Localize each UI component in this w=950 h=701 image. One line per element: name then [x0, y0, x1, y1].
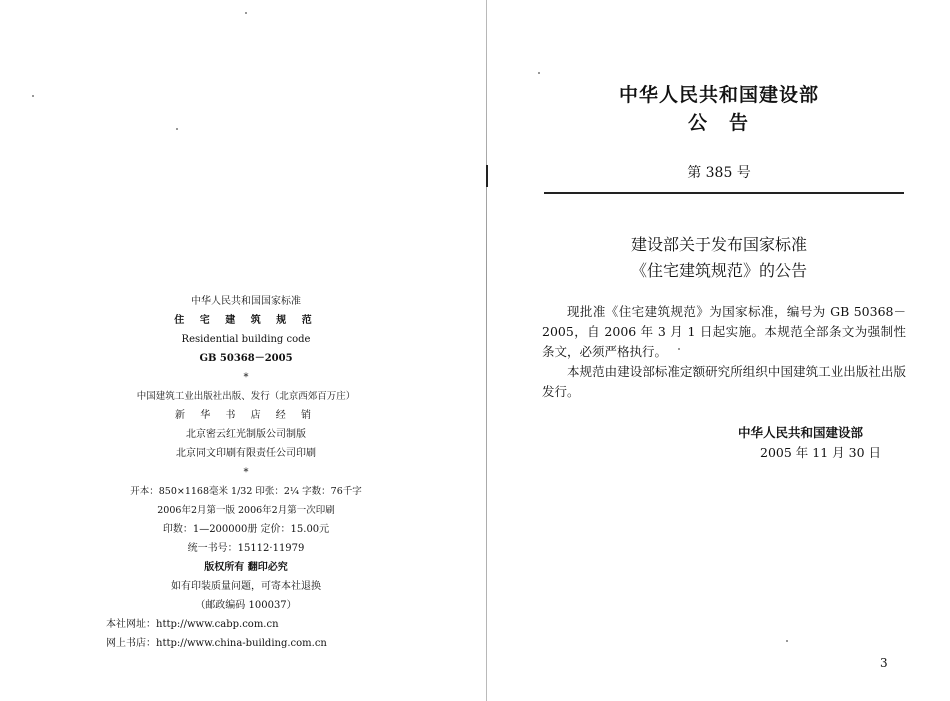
scan-speck [538, 72, 540, 74]
colophon-line-printer: 北京同文印刷有限责任公司印刷 [176, 448, 316, 459]
header-rule [544, 192, 904, 194]
page-number: 3 [880, 656, 888, 670]
notice-ministry-title: 中华人民共和国建设部 [618, 84, 819, 106]
colophon-line-code: GB 50368－2005 [199, 353, 293, 364]
colophon-line-title-en: Residential building code [181, 334, 311, 345]
scan-speck [176, 128, 178, 130]
right-page-notice [488, 0, 950, 701]
colophon-line-plate-maker: 北京密云红光制版公司制版 [186, 429, 306, 440]
notice-heading [488, 232, 950, 284]
scan-speck [786, 640, 788, 642]
colophon-line-standard-type: 中华人民共和国国家标准 [191, 296, 301, 307]
notice-paragraph-2: 本规范由建设部标准定额研究所组织中国建筑工业出版社出版发行。 [542, 364, 906, 399]
colophon-line-website: 本社网址：http://www.cabp.com.cn [106, 619, 279, 630]
colophon-block [86, 292, 406, 653]
colophon-line-distributor: 新 华 书 店 经 销 [175, 410, 317, 421]
colophon-line-print-run: 印数：1—200000册 定价：15.00元 [162, 524, 330, 535]
colophon-line-bookstore: 网上书店：http://www.china-building.com.cn [106, 638, 327, 649]
colophon-separator: * [243, 372, 249, 383]
colophon-line-title-cn: 住 宅 建 筑 规 范 [174, 315, 318, 326]
colophon-line-book-number: 统一书号：15112·11979 [187, 543, 305, 554]
colophon-line-edition: 2006年2月第一版 2006年2月第一次印刷 [157, 505, 335, 516]
colophon-line-format: 开本：850×1168毫米 1/32 印张：2¼ 字数：76千字 [130, 486, 362, 497]
scan-speck [678, 348, 680, 350]
notice-heading-line-1: 建设部关于发布国家标准 [630, 235, 807, 254]
notice-signature [738, 423, 918, 463]
colophon-line-publisher: 中国建筑工业出版社出版、发行（北京西郊百万庄） [136, 391, 356, 402]
page-fold [486, 0, 487, 701]
notice-number: 第 385 号 [687, 165, 751, 181]
notice-heading-line-2: 《住宅建筑规范》的公告 [630, 261, 807, 280]
notice-body [542, 302, 906, 402]
signature-date: 2005 年 11 月 30 日 [760, 445, 881, 460]
colophon-line-copyright: 版权所有 翻印必究 [204, 562, 288, 573]
colophon-line-postcode: （邮政编码 100037） [195, 600, 297, 611]
notice-announcement-title: 公告 [687, 112, 770, 134]
signature-organization: 中华人民共和国建设部 [738, 425, 864, 440]
notice-paragraph-1: 现批准《住宅建筑规范》为国家标准，编号为 GB 50368－2005，自 2006 年 3 月 1 日起实施。本规范全部条文为强制性条文，必须严格执行。 [542, 304, 906, 359]
scan-speck [32, 95, 34, 97]
colophon-line-returns: 如有印装质量问题，可寄本社退换 [171, 581, 321, 592]
scan-speck [245, 12, 247, 14]
colophon-separator: * [243, 467, 249, 478]
